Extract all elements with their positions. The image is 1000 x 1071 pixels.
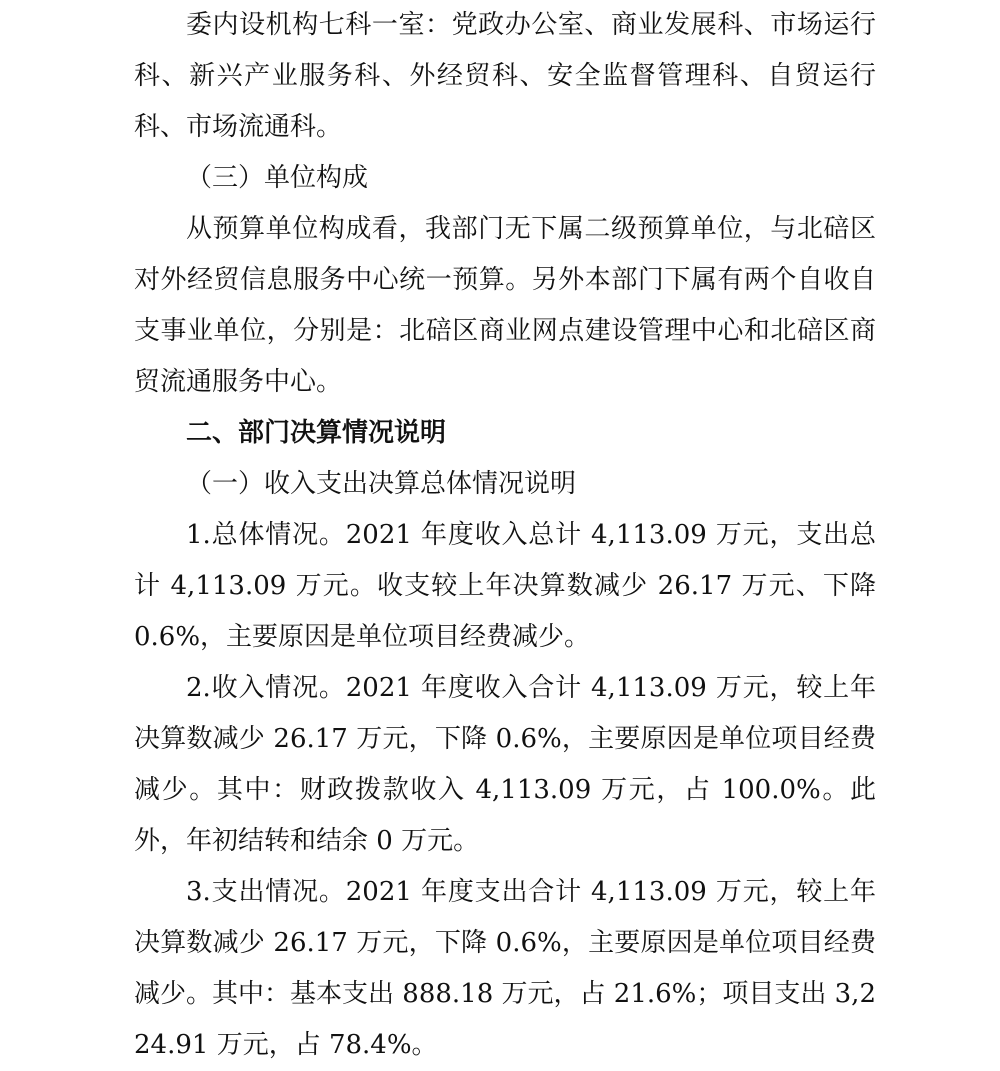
section-2-heading: 二、部门决算情况说明	[186, 418, 447, 448]
unit-composition-heading: （三）单位构成	[186, 163, 369, 193]
unit-composition-paragraph: 从预算单位构成看，我部门无下属二级预算单位，与北碚区对外经贸信息服务中心统一预算。另外本部门下属有两个自收自支事业单位，分别是：北碚区商业网点建设管理中心和北碚区商贸流通服务中心。	[134, 214, 876, 397]
overall-situation-paragraph: 1.总体情况。2021 年度收入总计 4,113.09 万元，支出总计 4,113.09 万元。收支较上年决算数减少 26.17 万元、下降 0.6%，主要原因是单位项目经费减少。	[134, 520, 876, 652]
income-situation-paragraph: 2.收入情况。2021 年度收入合计 4,113.09 万元，较上年决算数减少 26.17 万元，下降 0.6%，主要原因是单位项目经费减少。其中：财政拨款收入 4,113.09 万元，占 100.0%。此外，年初结转和结余 0 万元。	[134, 673, 876, 856]
internal-organizations-paragraph: 委内设机构七科一室：党政办公室、商业发展科、市场运行科、新兴产业服务科、外经贸科、安全监督管理科、自贸运行科、市场流通科。	[134, 10, 876, 142]
expense-situation-paragraph: 3.支出情况。2021 年度支出合计 4,113.09 万元，较上年决算数减少 26.17 万元，下降 0.6%，主要原因是单位项目经费减少。其中：基本支出 888.18 万元，占 21.6%；项目支出 3,224.91 万元，占 78.4%。	[134, 877, 876, 1060]
income-expense-overview-heading: （一）收入支出决算总体情况说明	[186, 469, 577, 499]
